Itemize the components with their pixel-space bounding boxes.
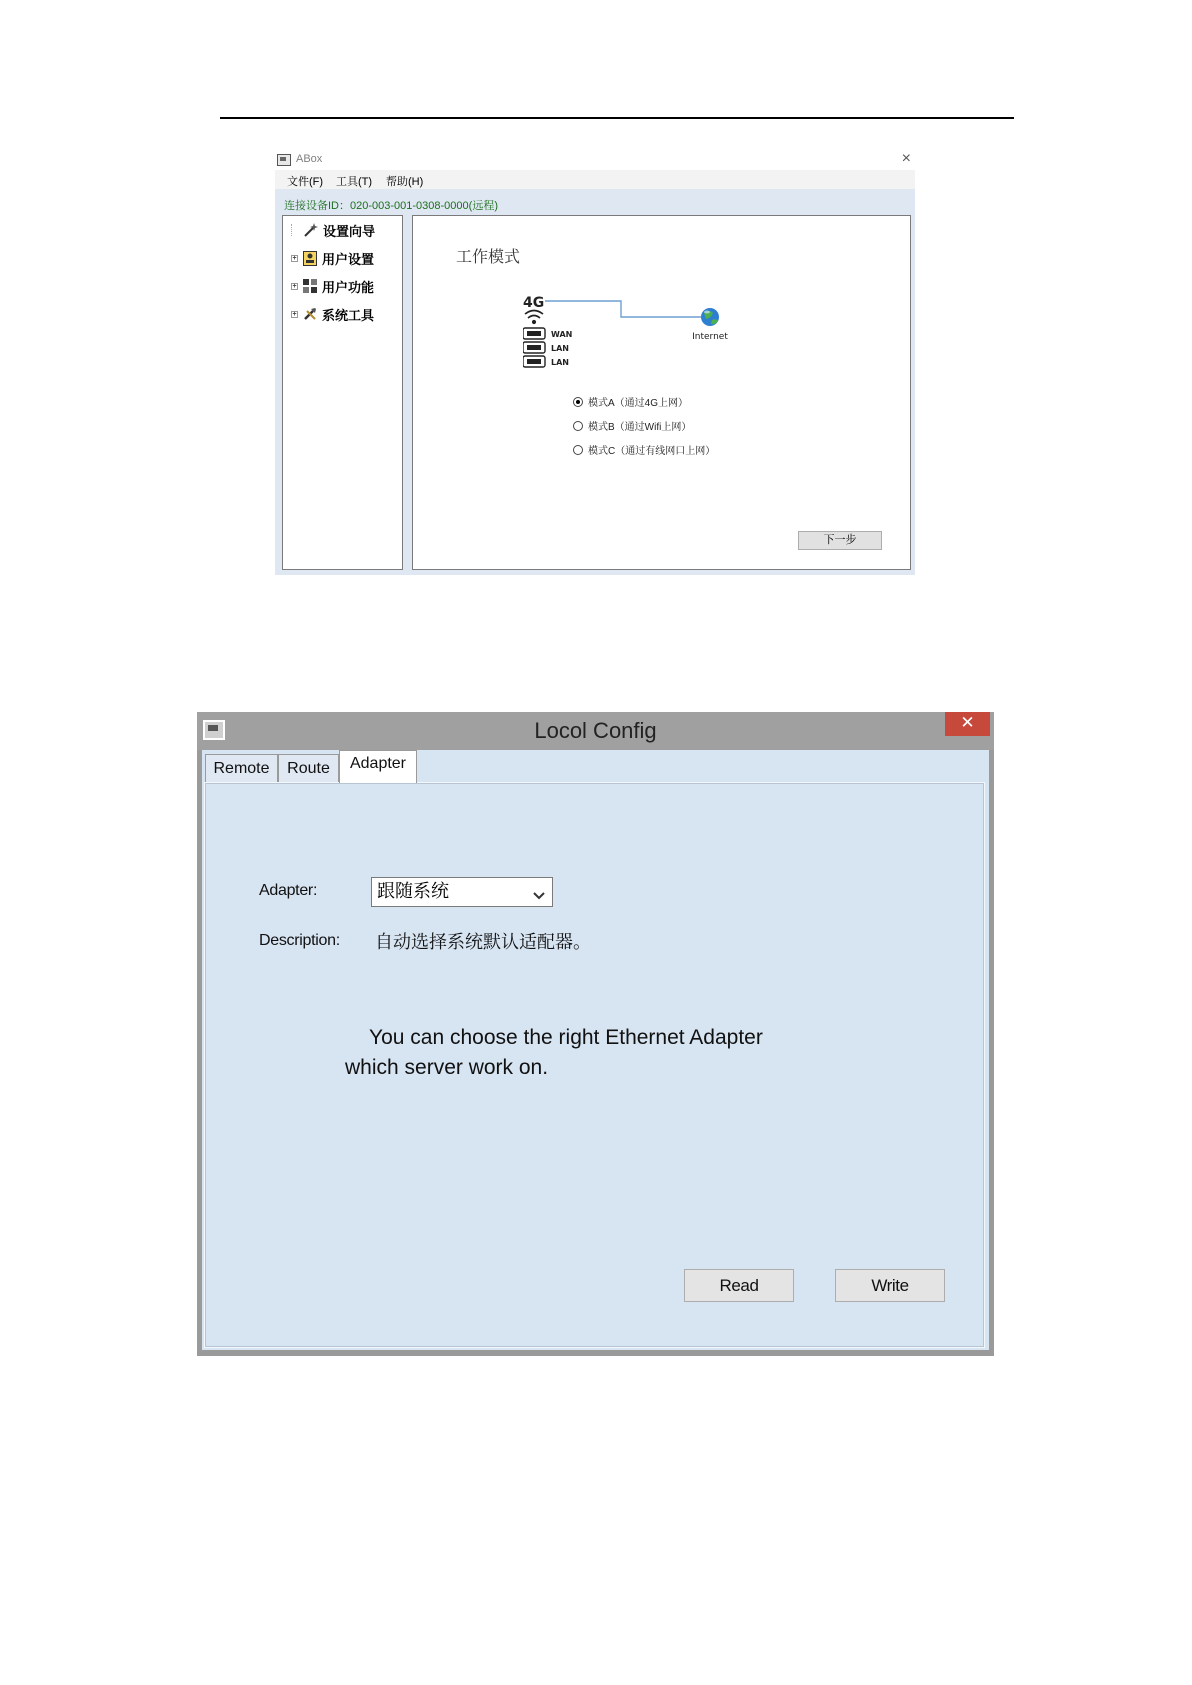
app-icon [277, 154, 291, 166]
abox-titlebar [275, 150, 915, 170]
internet-label: Internet [692, 332, 728, 342]
tree-item-label: 用户设置 [322, 251, 375, 267]
info-line-2: which server work on. [345, 1056, 549, 1079]
chevron-down-icon [532, 883, 546, 910]
work-mode-panel [412, 215, 911, 570]
port-label-wan: WAN [551, 330, 573, 339]
menu-tools[interactable]: 工具(T) [336, 176, 373, 188]
adapter-label: Adapter: [259, 882, 318, 899]
tab-remote[interactable]: Remote [205, 754, 278, 782]
abox-title: ABox [296, 153, 323, 165]
locol-titlebar [197, 712, 994, 750]
mode-a-label: 模式A（通过4G上网） [588, 398, 689, 409]
signal-label: 4G [523, 295, 545, 311]
expand-icon[interactable]: + [292, 282, 297, 290]
radio-button[interactable] [573, 445, 583, 455]
globe-icon [701, 308, 719, 326]
description-label: Description: [259, 932, 340, 949]
read-button[interactable]: Read [684, 1269, 794, 1302]
header-rule [220, 117, 1014, 119]
adapter-info-text [345, 1023, 763, 1083]
locol-config-window [197, 712, 994, 1356]
mode-a-option[interactable] [573, 394, 688, 409]
tree-item-label: 设置向导 [323, 223, 376, 239]
adapter-panel [204, 782, 985, 1348]
write-button[interactable]: Write [835, 1269, 945, 1302]
work-mode-title: 工作模式 [456, 247, 521, 266]
menu-file[interactable]: 文件(F) [287, 176, 324, 188]
close-button[interactable] [945, 712, 990, 736]
locol-body [202, 750, 989, 1350]
info-line-1: You can choose the right Ethernet Adapter [369, 1026, 763, 1049]
port-label-lan: LAN [551, 358, 569, 367]
mode-b-option[interactable] [573, 418, 691, 433]
connected-device-id: 连接设备ID：020-003-001-0308-0000(远程) [284, 200, 498, 212]
expand-icon[interactable]: + [292, 310, 297, 318]
tree-item-user-settings[interactable] [291, 248, 374, 268]
radio-button[interactable] [573, 397, 583, 407]
tab-adapter[interactable]: Adapter [339, 750, 417, 783]
close-icon[interactable]: × [901, 150, 911, 167]
tree-item-system-tools[interactable] [291, 304, 374, 324]
abox-menubar [275, 170, 915, 189]
tree-item-user-function[interactable] [291, 276, 374, 296]
mode-c-label: 模式C（通过有线网口上网） [588, 446, 716, 457]
wifi-icon [525, 311, 543, 324]
user-settings-icon [302, 250, 318, 266]
expand-icon[interactable]: + [292, 254, 297, 262]
tab-route[interactable]: Route [278, 754, 339, 782]
port-label-lan: LAN [551, 344, 569, 353]
next-step-button[interactable]: 下一步 [798, 531, 882, 550]
radio-button[interactable] [573, 421, 583, 431]
mode-c-option[interactable] [573, 442, 715, 457]
adapter-select-value: 跟随系统 [377, 881, 449, 901]
tree-item-setup-wizard[interactable] [291, 220, 375, 240]
tree-item-label: 系统工具 [322, 307, 375, 323]
menu-help[interactable]: 帮助(H) [386, 176, 424, 188]
network-diagram [523, 294, 743, 389]
adapter-select[interactable] [371, 877, 553, 907]
locol-title: Locol Config [534, 718, 657, 743]
user-function-icon [302, 278, 318, 294]
nav-tree [282, 215, 403, 570]
tree-item-label: 用户功能 [322, 279, 375, 295]
tools-icon [302, 306, 318, 322]
description-value: 自动选择系统默认适配器。 [375, 932, 591, 952]
wand-icon [303, 222, 319, 238]
abox-window [275, 150, 915, 575]
mode-b-label: 模式B（通过Wifi上网） [588, 422, 692, 433]
close-icon: ✕ [960, 713, 975, 732]
